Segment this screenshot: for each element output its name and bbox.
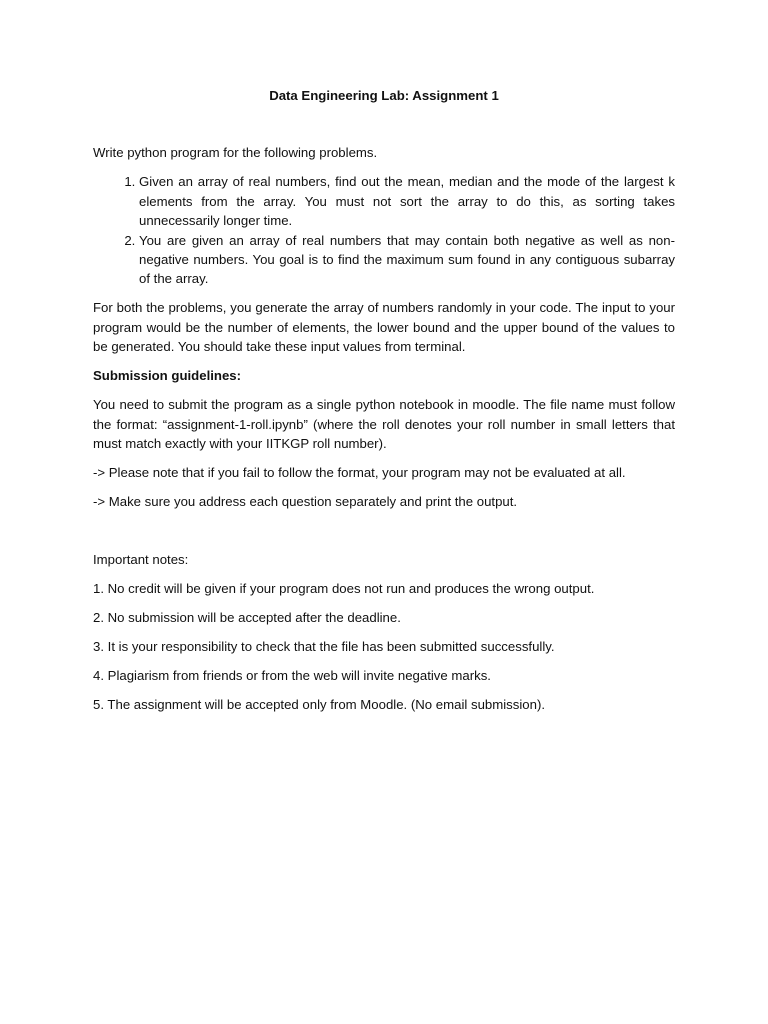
- problem-list: [93, 172, 675, 288]
- problem-item-1: 1. Given an array of real numbers, find out the mean, median and the mode of the largest k elements from the array. You must not sort the array to do this, as sorting takes unnecessarily longer time.: [139, 172, 675, 230]
- important-note-4: 4. Plagiarism from friends or from the web will invite negative marks.: [93, 668, 491, 684]
- page-title: Data Engineering Lab: Assignment 1: [269, 88, 499, 103]
- important-note-5: 5. The assignment will be accepted only from Moodle. (No email submission).: [93, 697, 545, 713]
- submission-heading: Submission guidelines:: [93, 368, 242, 384]
- problem-item-2: 2. You are given an array of real numbers that may contain both negative as well as non-negative numbers. You goal is to find the maximum sum found in any contiguous subarray of the array.: [139, 231, 675, 289]
- important-note-2: 2. No submission will be accepted after the deadline.: [93, 610, 401, 626]
- input-paragraph: For both the problems, you generate the array of numbers randomly in your code. The input to your program would be the number of elements, the lower bound and the upper bound of the values to be generated. You should take these input values from terminal.: [93, 300, 675, 355]
- format-warning-note: -> Please note that if you fail to follow the format, your program may not be evaluated at all.: [93, 465, 626, 481]
- separate-questions-note: -> Make sure you address each question separately and print the output.: [93, 494, 518, 510]
- document-body: [93, 86, 675, 724]
- important-note-3: 3. It is your responsibility to check that the file has been submitted successfully.: [93, 639, 555, 655]
- spacer: [93, 521, 675, 550]
- intro-text: Write python program for the following problems.: [93, 145, 378, 161]
- important-heading: Important notes:: [93, 552, 189, 568]
- important-note-1: 1. No credit will be given if your program does not run and produces the wrong output.: [93, 581, 595, 597]
- submission-paragraph: You need to submit the program as a single python notebook in moodle. The file name must follow the format: “assignment-1-roll.ipynb” (where the roll denotes your roll number in small letters that must match exactly with your IITKGP roll number).: [93, 397, 675, 452]
